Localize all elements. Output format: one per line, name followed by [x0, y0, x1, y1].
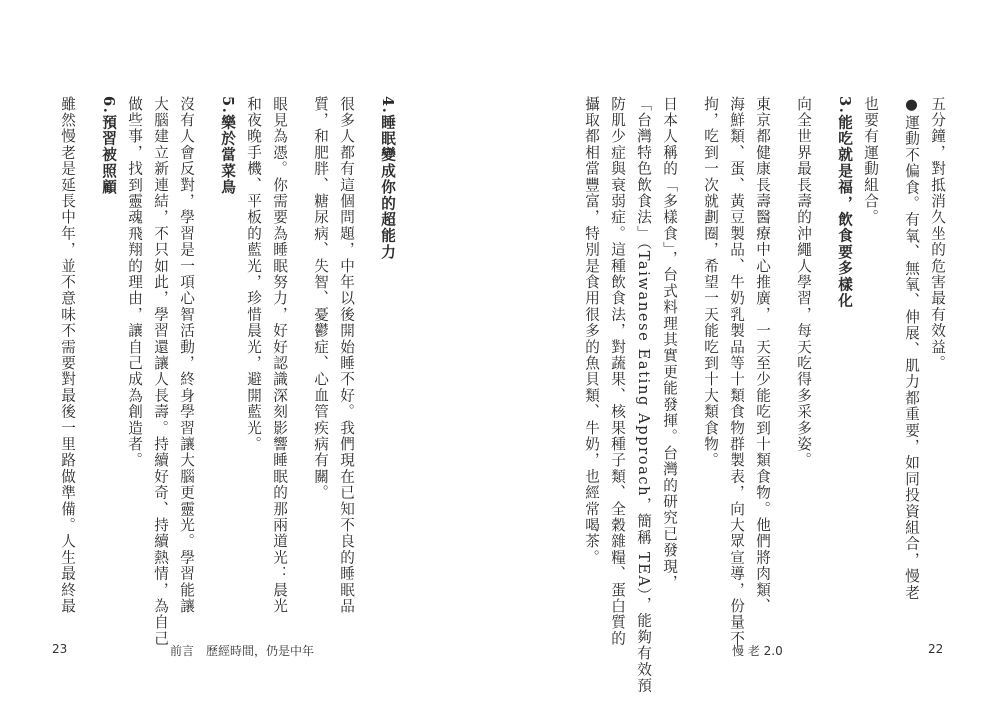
bullet-item — [898, 96, 924, 601]
body-text-line: 和夜晚手機、平板的藍光，珍惜晨光，避開藍光。 — [245, 96, 262, 453]
body-text-line: 做些事，找到靈魂飛翔的理由，讓自己成為創造者。 — [126, 96, 143, 469]
section-heading: 4.睡眠變成你的超能力 — [379, 96, 396, 261]
body-text-line: 日本人稱的「多樣食」，台式料理其實更能發揮。台灣的研究已發現， — [661, 96, 678, 591]
section-heading: 6.預習被照顧 — [100, 96, 117, 196]
body-text-line: 雖然慢老是延長中年，並不意味不需要對最後一里路做準備。人生最終最 — [59, 96, 76, 615]
right-page-number: 22 — [928, 642, 944, 656]
body-text-line: 海鮮類、蛋、黃豆製品、牛奶乳製品等十類食物群製表，向大眾宣導，份量不 — [728, 96, 745, 647]
bullet-text: 運動不偏食。有氧、無氧、伸展、肌力都重要，如同投資組合，慢老 — [903, 114, 920, 601]
body-text-line: 攝取都相當豐富，特別是食用很多的魚貝類、牛奶，也經常喝茶。 — [583, 96, 600, 566]
left-page-number: 23 — [52, 642, 68, 656]
body-text-line: 防肌少症與衰弱症。這種飲食法，對蔬果、核果種子類、全穀雜糧、蛋白質的 — [609, 96, 626, 647]
body-text-line: 很多人都有這個問題，中年以後開始睡不好。我們現在已知不良的睡眠品 — [338, 96, 355, 615]
left-page-text — [59, 96, 400, 647]
running-header-book-title: 慢 老 2.0 — [732, 644, 783, 658]
body-text-line: 「台灣特色飲食法」（Taiwanese Eating Approach，簡稱 TEA），能夠有效預 — [635, 96, 652, 694]
body-text-line: 質，和肥胖、糖尿病、失智、憂鬱症、心血管疾病有關。 — [312, 96, 329, 501]
body-text-line: 五分鐘，對抵消久坐的危害最有效益。 — [929, 96, 946, 372]
body-text-line: 沒有人會反對，學習是一項心智活動，終身學習讓大腦更靈光。學習能讓 — [178, 96, 195, 615]
running-header-chapter: 前言 歷經時間，仍是中年 — [170, 644, 315, 658]
section-heading: 3.能吃就是福，飲食要多樣化 — [836, 96, 853, 309]
body-text-line: 也要有運動組合。 — [862, 96, 879, 226]
body-text-line: 東京都健康長壽醫療中心推廣，一天至少能吃到十類食物。他們將肉類、 — [754, 96, 771, 615]
section-heading: 5.樂於當菜鳥 — [219, 96, 236, 196]
bullet-icon: ● — [903, 96, 920, 115]
body-text-line: 向全世界最長壽的沖繩人學習，每天吃得多采多姿。 — [795, 96, 812, 469]
body-text-line: 大腦建立新連結，不只如此，學習還讓人長壽。持續好奇、持續熱情，為自己 — [152, 96, 169, 647]
body-text-line: 拘，吃到一次就劃圈，希望一天能吃到十大類食物。 — [702, 96, 719, 469]
body-text-line: 眼見為憑。你需要為睡眠努力，好好認識深刻影響睡眠的那兩道光：晨光 — [271, 96, 288, 615]
